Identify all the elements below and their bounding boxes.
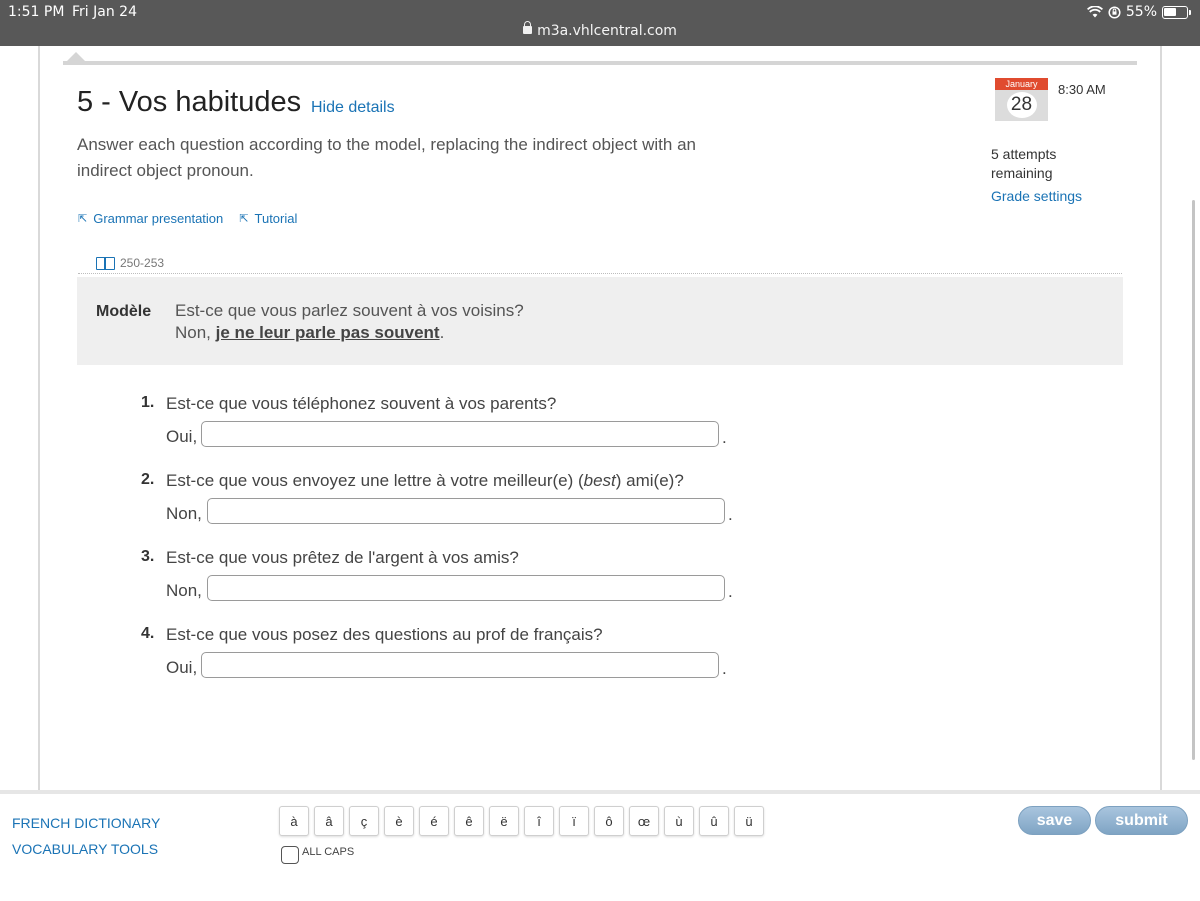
char-button[interactable]: à [279,806,309,836]
book-icon [96,257,115,270]
model-answer-prefix: Non, [175,323,211,342]
char-button[interactable]: ê [454,806,484,836]
activity-title: 5 - Vos habitudes [77,86,302,118]
char-button[interactable]: è [384,806,414,836]
answer-prefix: Oui, [166,427,198,446]
question-text: Est-ce que vous téléphonez souvent à vos parents? [166,394,557,413]
scrollbar[interactable] [1192,200,1195,760]
question-text-start: Est-ce que vous envoyez une lettre à votre meilleur(e) ( [166,471,584,490]
french-dictionary-link[interactable]: FRENCH DICTIONARY [12,815,161,831]
top-divider [63,61,1137,65]
url-bar[interactable] [0,23,1200,39]
save-button[interactable]: save [1018,806,1091,835]
answer-input-3[interactable] [207,575,725,601]
tutorial-link[interactable] [239,211,297,226]
question-text: Est-ce que vous posez des questions au prof de français? [166,625,603,644]
all-caps-checkbox[interactable] [281,846,299,864]
model-answer-bold: je ne leur parle pas souvent [215,323,440,342]
answer-period: . [728,505,733,524]
char-button[interactable]: ë [489,806,519,836]
status-time: 1:51 PM [8,4,65,20]
arrow-up-left-icon: ⇱ [239,213,249,225]
dotted-divider [78,273,1122,274]
instructions: Answer each question according to the model, replacing the indirect object with an indirect object pronoun. [77,135,696,180]
answer-period: . [722,659,727,678]
question-number: 2. [141,471,155,488]
answer-period: . [722,428,727,447]
char-button[interactable]: é [419,806,449,836]
hide-details-link[interactable]: Hide details [311,99,395,116]
answer-input-2[interactable] [207,498,725,524]
model-answer-suffix: . [439,323,445,342]
char-button[interactable]: â [314,806,344,836]
bottom-toolbar [0,790,1200,901]
calendar-day: 28 [1007,92,1037,118]
wifi-icon [1087,6,1103,18]
grammar-presentation-link[interactable] [78,211,223,226]
answer-prefix: Non, [166,581,202,600]
char-button[interactable]: œ [629,806,659,836]
orientation-lock-icon [1108,6,1121,19]
question-text: Est-ce que vous prêtez de l'argent à vos amis? [166,548,519,567]
question-number: 4. [141,625,155,642]
status-indicators [1087,4,1188,20]
char-button[interactable]: ü [734,806,764,836]
grade-settings-link[interactable]: Grade settings [991,188,1083,204]
question-text-italic: best [583,471,616,490]
answer-input-1[interactable] [201,421,719,447]
grammar-presentation-label: Grammar presentation [93,211,224,226]
resource-links [78,211,297,226]
all-caps-toggle[interactable] [281,840,354,864]
char-button[interactable]: ô [594,806,624,836]
textbook-pages[interactable] [96,256,164,270]
question-number: 3. [141,548,155,565]
calendar-icon [995,78,1048,121]
page-range: 250-253 [120,256,165,270]
model-question: Est-ce que vous parlez souvent à vos voisins? [175,301,524,320]
url-text: m3a.vhlcentral.com [537,23,677,39]
attempts-remaining: 5 attempts remaining [991,146,1057,181]
question-number: 1. [141,394,155,411]
model-box [77,277,1123,365]
char-button[interactable]: î [524,806,554,836]
all-caps-label: ALL CAPS [302,846,355,858]
char-button[interactable]: û [699,806,729,836]
accent-character-palette [279,806,764,836]
model-answer [175,323,444,343]
char-button[interactable]: ï [559,806,589,836]
model-label: Modèle [96,303,152,320]
answer-prefix: Oui, [166,658,198,677]
answer-period: . [728,582,733,601]
due-time: 8:30 AM [1058,82,1106,97]
battery-icon [1162,6,1188,19]
battery-percent: 55% [1125,4,1157,20]
question-text [166,471,684,491]
lock-icon [523,26,532,34]
question-text-end: ) ami(e)? [615,471,684,490]
status-date: Fri Jan 24 [72,4,137,20]
answer-prefix: Non, [166,504,202,523]
arrow-up-left-icon: ⇱ [78,213,88,225]
char-button[interactable]: ù [664,806,694,836]
char-button[interactable]: ç [349,806,379,836]
status-bar [0,0,1200,46]
calendar-month: January [995,78,1048,90]
vocabulary-tools-link[interactable]: VOCABULARY TOOLS [12,841,159,857]
answer-input-4[interactable] [201,652,719,678]
tutorial-label: Tutorial [254,211,298,226]
submit-button[interactable]: submit [1095,806,1188,835]
